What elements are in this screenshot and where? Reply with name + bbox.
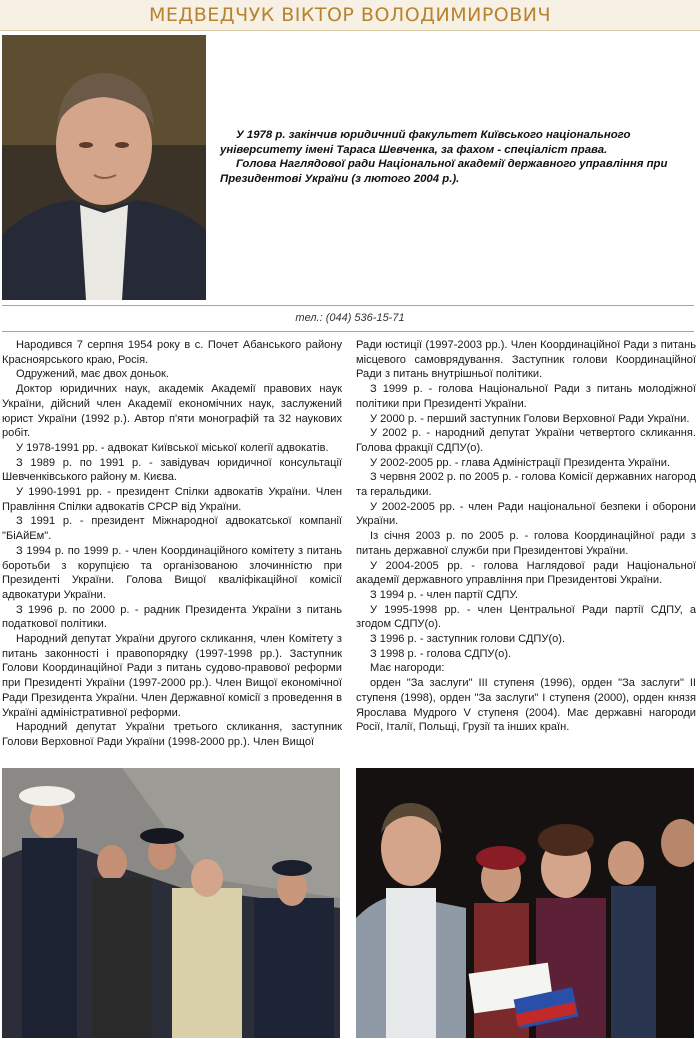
bio-paragraph: З 1996 р. - заступник голови СДПУ(о). xyxy=(370,633,566,646)
bio-paragraph: З 1998 р. - голова СДПУ(о). xyxy=(370,647,512,660)
bio-paragraph: Доктор юридичних наук, академік Академії правових наук України, дійсний член Академії економічних наук, заслужений юрист України (1992 р.). Автор п'яти монографій та 32 наукових робіт. xyxy=(2,383,342,440)
bio-paragraph: З 1994 р. по 1999 р. - член Координаційного комітету з питань боротьби з корупцією та організованою злочинністю при Президенті України. Голова Вищої кваліфікаційної комісії адвокатури України. xyxy=(2,544,342,601)
intro-text xyxy=(220,128,690,186)
intro-education: У 1978 р. закінчив юридичний факультет Київського національного університету імені Тараса Шевченка, за фахом - спеціаліст права. xyxy=(220,129,631,156)
portrait-photo-illustration xyxy=(2,35,206,300)
phone-number: тел.: (044) 536-15-71 xyxy=(295,312,405,324)
veterans-ceremony-photo xyxy=(2,768,340,1038)
bio-paragraph: Ради юстиції (1997-2003 рр.). Член Координаційної Ради з питань місцевого самоврядування. Заступник голови Координаційної Ради з питань внутрішньої політики. xyxy=(356,339,696,381)
portrait-photo xyxy=(2,35,206,300)
signing-autographs-photo xyxy=(356,768,694,1038)
bio-paragraph: У 1990-1991 рр. - президент Спілки адвокатів України. Член Правління Спілки адвокатів СРСР від України. xyxy=(2,486,342,513)
bio-paragraph: З 1989 р. по 1991 р. - завідувач юридичної консультації Шевченківського району м. Києва. xyxy=(2,456,342,484)
bio-paragraph: З 1999 р. - голова Національної Ради з питань молодіжної політики при Президенті України. xyxy=(356,383,696,410)
bio-paragraph: У 1978-1991 рр. - адвокат Київської міської колегії адвокатів. xyxy=(16,441,329,454)
bio-paragraph: Народився 7 серпня 1954 року в с. Почет Абанського району Красноярського краю, Росія. xyxy=(2,339,342,366)
intro-position: Голова Наглядової ради Національної академії державного управління при Президентові України (з лютого 2004 р.). xyxy=(220,158,668,185)
biography-left-column xyxy=(2,338,342,750)
biography-right-column xyxy=(356,338,696,735)
bio-paragraph: У 2002 р. - народний депутат України четвертого скликання. Голова фракції СДПУ(о). xyxy=(356,427,696,454)
bio-paragraph: З 1996 р. по 2000 р. - радник Президента України з питань податкової політики. xyxy=(2,603,342,631)
veterans-ceremony-illustration xyxy=(2,768,340,1038)
bio-paragraph: З 1994 р. - член партії СДПУ. xyxy=(370,588,519,601)
signing-autographs-illustration xyxy=(356,768,694,1038)
bio-paragraph: У 2004-2005 рр. - голова Наглядової ради Національної академії державного управління при Президентові України. xyxy=(356,559,696,587)
bio-paragraph: Народний депутат України третього скликання, заступник Голови Верховної Ради України (1998-2000 рр.). Член Вищої xyxy=(2,721,342,748)
divider-top xyxy=(2,305,694,306)
bio-paragraph: З 1991 р. - президент Міжнародної адвокатської компанії "БіАйЕм". xyxy=(2,515,342,543)
bio-paragraph: Народний депутат України другого скликання, член Комітету з питань законності і правопорядку (1997-1998 рр.). Заступник Голови Координаційної Ради з питань судово-правової реформи при Президенті України (1997-2000 рр.). Член Вищої економічної Ради Президента України. Член Державної комісії з проведення в Україні адміністративної реформи. xyxy=(2,633,342,719)
bio-paragraph: Із січня 2003 р. по 2005 р. - голова Координаційної ради з питань державної служби при Президентові України. xyxy=(356,530,696,557)
divider-bottom xyxy=(2,331,694,332)
bio-paragraph: У 1995-1998 рр. - член Центральної Ради партії СДПУ, а згодом СДПУ(о). xyxy=(356,603,696,631)
title-bar xyxy=(0,0,700,31)
bio-paragraph: У 2002-2005 рр. - член Ради національної безпеки і оборони України. xyxy=(356,500,696,528)
bio-paragraph: Одружений, має двох доньок. xyxy=(16,368,169,381)
bio-paragraph: У 2000 р. - перший заступник Голови Верховної Ради України. xyxy=(370,412,690,425)
bio-paragraph: У 2002-2005 рр. - глава Адміністрації Президента України. xyxy=(370,456,671,469)
page-title: МЕДВЕДЧУК ВІКТОР ВОЛОДИМИРОВИЧ xyxy=(148,4,552,26)
bio-paragraph: З червня 2002 р. по 2005 р. - голова Комісії державних нагород та геральдики. xyxy=(356,471,696,499)
bio-paragraph: орден "За заслуги" III ступеня (1996), орден "За заслуги" II ступеня (1998), орден "За заслуги" I ступеня (2000), орден князя Ярослава Мудрого V ступеня (2004). Має державні нагороди Росії, Італії, Польщі, Грузії та інших країн. xyxy=(356,677,696,734)
bio-paragraph: Має нагороди: xyxy=(370,662,445,675)
